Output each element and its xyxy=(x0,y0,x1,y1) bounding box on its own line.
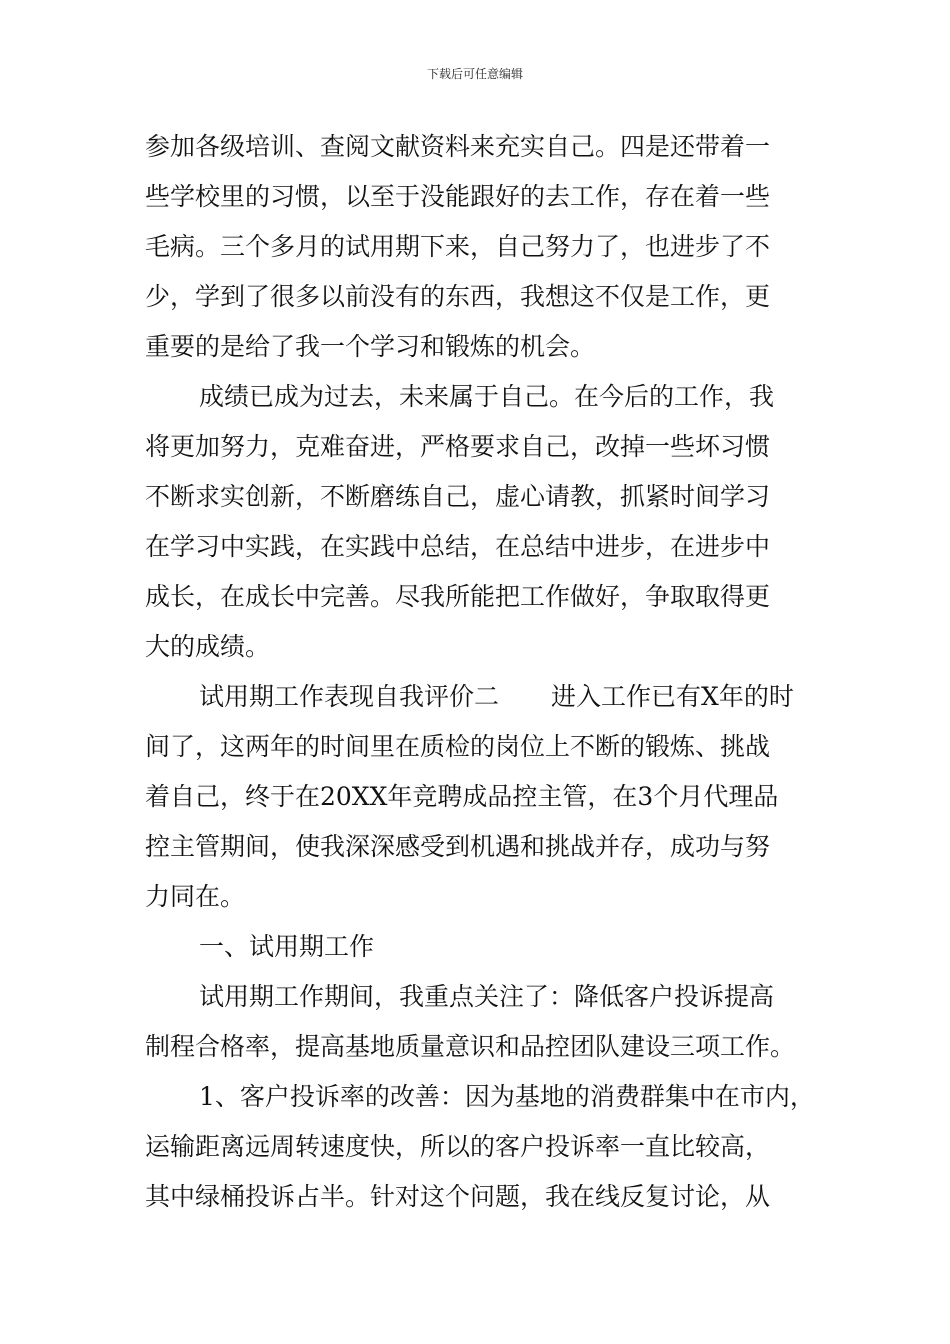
paragraph-1 xyxy=(145,122,807,372)
text-line: 不断求实创新，不断磨练自己，虚心请教，抓紧时间学习 xyxy=(145,482,771,511)
page-header: 下载后可任意编辑 xyxy=(426,67,523,81)
text-line: 少，学到了很多以前没有的东西，我想这不仅是工作，更 xyxy=(145,282,771,311)
text-line: 运输距离远周转速度快，所以的客户投诉率一直比较高， xyxy=(145,1132,771,1161)
text-line: 其中绿桶投诉占半。针对这个问题，我在线反复讨论，从 xyxy=(145,1182,771,1211)
paragraph-2 xyxy=(145,372,807,672)
text-line: 毛病。三个多月的试用期下来，自己努力了，也进步了不 xyxy=(145,232,771,261)
text-line: 制程合格率，提高基地质量意识和品控团队建设三项工作。 xyxy=(145,1032,796,1061)
text-line: 重要的是给了我一个学习和锻炼的机会。 xyxy=(145,332,596,361)
text-line-rest: 进入工作已有X年的时 xyxy=(551,682,794,711)
text-line: 大的成绩。 xyxy=(145,632,271,661)
section-heading: 一、试用期工作 xyxy=(199,932,375,961)
text-line: 成绩已成为过去，未来属于自己。在今后的工作，我 xyxy=(199,382,775,411)
paragraph-5 xyxy=(145,972,807,1072)
text-line: 成长，在成长中完善。尽我所能把工作做好，争取取得更 xyxy=(145,582,771,611)
text-line: 控主管期间，使我深深感受到机遇和挑战并存，成功与努 xyxy=(145,832,771,861)
text-line: 些学校里的习惯，以至于没能跟好的去工作，存在着一些 xyxy=(145,182,771,211)
text-line: 力同在。 xyxy=(145,882,246,911)
section-title: 试用期工作表现自我评价二 xyxy=(199,682,500,711)
text-line: 参加各级培训、查阅文献资料来充实自己。四是还带着一 xyxy=(145,132,771,161)
document-body xyxy=(145,122,815,1222)
text-line: 将更加努力，克难奋进，严格要求自己，改掉一些坏习惯 xyxy=(145,432,771,461)
text-line: 间了，这两年的时间里在质检的岗位上不断的锻炼、挑战 xyxy=(145,732,771,761)
paragraph-3 xyxy=(145,672,807,922)
text-line xyxy=(145,672,807,722)
text-line: 着自己，终于在20XX年竞聘成品控主管，在3个月代理品 xyxy=(145,782,779,811)
text-line: 试用期工作期间，我重点关注了：降低客户投诉提高 xyxy=(199,982,775,1011)
paragraph-4 xyxy=(145,922,807,972)
text-line: 1、客户投诉率的改善：因为基地的消费群集中在市内， xyxy=(199,1082,815,1111)
text-line: 在学习中实践，在实践中总结，在总结中进步，在进步中 xyxy=(145,532,771,561)
paragraph-6 xyxy=(145,1072,815,1222)
